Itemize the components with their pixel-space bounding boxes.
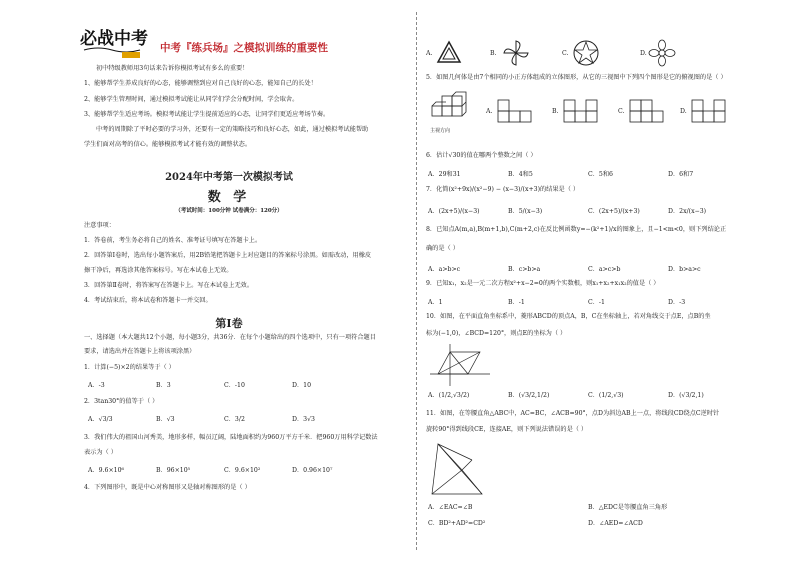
choice-b[interactable]: B．(√3/2,1/2) bbox=[508, 392, 550, 399]
question-stem: 10．如图，在平面直角坐标系中，菱形ABCD的顶点A，B，C在坐标轴上，若对角线交于点E，点B的坐 bbox=[426, 313, 711, 320]
choice-c[interactable]: C．a>c>b bbox=[588, 266, 621, 273]
star-in-circle-icon bbox=[572, 39, 600, 67]
question-stem: 确的是（ ） bbox=[426, 245, 459, 252]
recycle-shape-icon bbox=[436, 40, 462, 66]
choice-b[interactable]: B．4和5 bbox=[508, 171, 533, 178]
section-instructions: 要求，请选出并在答题卡上将该项涂黑） bbox=[84, 348, 196, 355]
choice-b[interactable]: B．△EDC是等腰直角三角形 bbox=[588, 504, 668, 511]
choice-b[interactable]: B．5/(x−3) bbox=[508, 208, 543, 215]
choice-a[interactable]: A．(2x+5)/(x−3) bbox=[428, 208, 480, 215]
choice-a[interactable]: A．a>b>c bbox=[428, 266, 461, 273]
question-stem: 2．3tan30°的值等于（ ） bbox=[84, 398, 159, 405]
exam-meta: （考试时间：100分钟 试卷满分：120分） bbox=[175, 208, 283, 214]
exam-page bbox=[48, 12, 748, 550]
question-stem: 表示为（ ） bbox=[84, 449, 117, 456]
question-stem: 5．如图几何体是由7个相同的小正方体组成的立体图形，从它的三视图中下列四个图形是它的俯视图的是（ ） bbox=[426, 74, 727, 81]
choice-d[interactable]: D．6和7 bbox=[668, 171, 694, 178]
choice-b[interactable]: B．3 bbox=[156, 382, 171, 389]
cube-solid-figure bbox=[430, 90, 478, 128]
choice-d[interactable]: D．b>a>c bbox=[668, 266, 701, 273]
view-direction-label: 主视方向 bbox=[430, 128, 451, 134]
note-item: 2．回答第Ⅰ卷时，选出每小题答案后，用2B铅笔把答题卡上对应题目的答案标号涂黑。如需改动，用橡皮 bbox=[84, 252, 372, 259]
choice-d[interactable]: D．∠AED=∠ACD bbox=[588, 520, 643, 527]
intro-line: 初中特级教师用3句话来告诉你模拟考试有多么的重要！ bbox=[96, 65, 249, 72]
intro-line: 1、能够帮学生养成良好的心态，能够调整到应对自己良好的心态，能知自己的长处！ bbox=[84, 80, 317, 87]
view-option-d bbox=[690, 98, 730, 124]
intro-line: 2、能够学生管理时间，通过模拟考试能让从同学们学会分配时间，学会取舍。 bbox=[84, 96, 299, 103]
note-item: 4．考试结束后，将本试卷和答题卡一并交回。 bbox=[84, 297, 212, 304]
part-one-heading: 第Ⅰ卷 bbox=[215, 317, 243, 330]
choice-c[interactable]: C．-10 bbox=[224, 382, 245, 389]
choice-d[interactable]: D．-3 bbox=[668, 299, 686, 306]
choice-b[interactable]: B．c>b>a bbox=[508, 266, 541, 273]
exam-subject: 数 学 bbox=[207, 190, 251, 205]
choice-b[interactable]: B．√3 bbox=[156, 416, 175, 423]
right-column bbox=[422, 12, 748, 550]
note-item: 1．答卷前，考生务必将自己的姓名、准考证号填写在答题卡上。 bbox=[84, 237, 262, 244]
column-divider bbox=[416, 12, 417, 550]
choice-c[interactable]: C．3/2 bbox=[224, 416, 245, 423]
exam-title: 2024年中考第一次模拟考试 bbox=[165, 172, 293, 183]
choice-b[interactable]: B. bbox=[552, 108, 559, 115]
choice-a[interactable]: A．∠EAC=∠B bbox=[428, 504, 473, 511]
view-option-c bbox=[628, 98, 668, 124]
section-instructions: 一、选择题（本大题共12个小题，每小题3分，共36分．在每个小题给出的四个选项中，只有一项符合题目 bbox=[84, 334, 376, 341]
choice-a[interactable]: A. bbox=[486, 108, 493, 115]
question-stem: 标为(−1,0)，∠BCD=120°，则点E的坐标为（ ） bbox=[426, 330, 567, 337]
choice-c[interactable]: C. bbox=[618, 108, 625, 115]
choice-c[interactable]: C．BD²+AD²=CD² bbox=[428, 520, 486, 527]
pinwheel-icon bbox=[502, 39, 530, 67]
choice-c[interactable]: C．(1/2,√3) bbox=[588, 392, 624, 399]
choice-b[interactable]: B．-1 bbox=[508, 299, 525, 306]
choice-d[interactable]: D. bbox=[680, 108, 687, 115]
question-stem: 11．如图，在等腰直角△ABC中，AC=BC，∠ACB=90°，点D为斜边AB上一点，将线段CD绕点C逆时针 bbox=[426, 410, 720, 417]
choice-d[interactable]: D．2x/(x−3) bbox=[668, 208, 707, 215]
choice-c[interactable]: C．9.6×10² bbox=[224, 467, 261, 474]
flower-icon bbox=[648, 39, 676, 67]
choice-c[interactable]: C. bbox=[562, 50, 569, 57]
choice-c[interactable]: C．-1 bbox=[588, 299, 605, 306]
choice-c[interactable]: C．(2x+5)/(x+3) bbox=[588, 208, 640, 215]
question-stem: 1．计算(−5)×2的结果等于（ ） bbox=[84, 364, 175, 371]
promo-title: 中考『练兵场』之模拟训练的重要性 bbox=[160, 42, 328, 54]
view-option-a bbox=[496, 98, 536, 124]
note-item: 擦干净后，再选涂其他答案标号。写在本试卷上无效。 bbox=[84, 267, 233, 274]
left-column bbox=[48, 12, 410, 550]
choice-a[interactable]: A. bbox=[426, 50, 433, 57]
note-item: 3．回答第Ⅱ卷时，将答案写在答题卡上。写在本试卷上无效。 bbox=[84, 282, 254, 289]
choice-a[interactable]: A．9.6×10⁶ bbox=[88, 467, 125, 474]
choice-d[interactable]: D．0.96×10⁷ bbox=[292, 467, 333, 474]
intro-line: 3、能够帮学生适应考场。模拟考试能让学生提前适应的心态，让同学们更适应考场节奏。 bbox=[84, 111, 330, 118]
choice-a[interactable]: A．1 bbox=[428, 299, 443, 306]
choice-a[interactable]: A．29和31 bbox=[428, 171, 461, 178]
rhombus-figure bbox=[428, 342, 492, 388]
choice-d[interactable]: D．3√3 bbox=[292, 416, 315, 423]
view-option-b bbox=[562, 98, 602, 124]
question-stem: 6．估计√30的值在哪两个整数之间（ ） bbox=[426, 152, 537, 159]
choice-d[interactable]: D．10 bbox=[292, 382, 312, 389]
question-stem: 3．我们伟大的祖国山河秀美，地形多样，幅员辽阔，陆地面积约为960万平方千米．把960万用科学记数法 bbox=[84, 434, 378, 441]
triangle-figure bbox=[428, 440, 488, 498]
question-stem: 4．下列图形中，既是中心对称图形又是轴对称图形的是（ ） bbox=[84, 484, 251, 491]
brand-logo bbox=[78, 22, 148, 60]
choice-d[interactable]: D．(√3/2,1) bbox=[668, 392, 704, 399]
question-stem: 7．化简(x²+9x)/(x²−9) − (x−3)/(x+3)的结果是（ ） bbox=[426, 186, 580, 193]
intro-line: 中考的周期除了平时必要的学习外，还要有一定的策略技巧和良好心态，如此，通过模拟考试能帮助 bbox=[96, 126, 369, 133]
notes-heading: 注意事项： bbox=[84, 222, 115, 229]
intro-line: 学生们面对高考的信心。能够模拟考试才能有效的调整状态。 bbox=[84, 141, 252, 148]
choice-b[interactable]: B. bbox=[490, 50, 497, 57]
choice-d[interactable]: D. bbox=[640, 50, 647, 57]
choice-c[interactable]: C．5和6 bbox=[588, 171, 613, 178]
question-stem: 9．已知x₁，x₂是一元二次方程x²+x−2=0的两个实数根，则x₁+x₂+x₁x₂的值是（ ） bbox=[426, 280, 660, 287]
choice-a[interactable]: A．√3/3 bbox=[88, 416, 113, 423]
choice-a[interactable]: A．(1/2,√3/2) bbox=[428, 392, 470, 399]
choice-b[interactable]: B．96×10⁵ bbox=[156, 467, 191, 474]
choice-a[interactable]: A．-3 bbox=[88, 382, 105, 389]
svg-text:必战中考: 必战中考 bbox=[80, 29, 148, 49]
question-stem: 8．已知点A(m,a),B(m+1,b),C(m+2,c)在反比例函数y=−(k²+1)/x的图象上，且−1<m<0，则下列结论正 bbox=[426, 226, 727, 233]
question-stem: 旋转90°得到线段CE，连接AE，则下列说法错误的是（ ） bbox=[426, 426, 588, 433]
